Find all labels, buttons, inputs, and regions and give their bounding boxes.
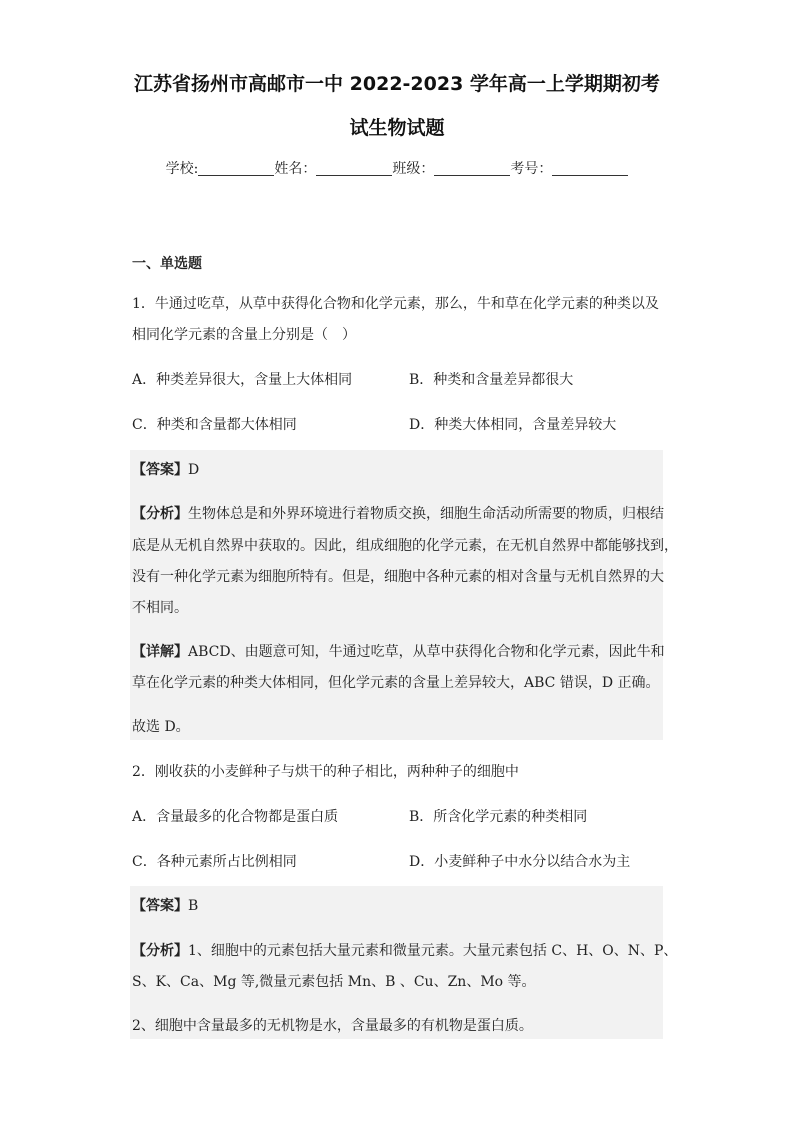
q1-detail-line2: 草在化学元素的种类大体相同，但化学元素的含量上差异较大，ABC 错误，D 正确。 bbox=[132, 675, 660, 691]
number-label: 考号： bbox=[510, 161, 553, 177]
q1-option-b: B．种类和含量差异都很大 bbox=[409, 372, 574, 388]
q1-stem-line1: 1．牛通过吃草，从草中获得化合物和化学元素，那么，牛和草在化学元素的种类以及 bbox=[132, 296, 659, 312]
q1-option-c: C．种类和含量都大体相同 bbox=[132, 417, 297, 433]
document-title-line1: 江苏省扬州市高邮市一中 2022-2023 学年高一上学期期初考 bbox=[134, 73, 660, 95]
answer-tag: 【答案】 bbox=[132, 462, 188, 478]
q2-option-b: B．所含化学元素的种类相同 bbox=[409, 809, 588, 825]
q1-stem-line2: 相同化学元素的含量上分别是（ ） bbox=[132, 327, 356, 343]
q2-analysis-line2: S、K、Ca、Mg 等,微量元素包括 Mn、B 、Cu、Zn、Mo 等。 bbox=[132, 974, 536, 990]
name-blank[interactable] bbox=[316, 159, 392, 176]
document-title-line2: 试生物试题 bbox=[349, 117, 445, 139]
detail-tag: 【详解】 bbox=[132, 644, 188, 660]
name-label: 姓名： bbox=[274, 161, 317, 177]
q1-conclusion: 故选 D。 bbox=[132, 719, 190, 735]
q2-stem: 2．刚收获的小麦鲜种子与烘干的种子相比，两种种子的细胞中 bbox=[132, 764, 519, 780]
q2-analysis-line1 bbox=[132, 940, 677, 960]
q1-analysis-line3: 没有一种化学元素为细胞所特有。但是，细胞中各种元素的相对含量与无机自然界的大 bbox=[132, 569, 664, 585]
q2-analysis-text1: 1、细胞中的元素包括大量元素和微量元素。大量元素包括 C、H、O、N、P、 bbox=[188, 943, 678, 959]
q1-analysis-line2: 底是从无机自然界中获取的。因此，组成细胞的化学元素，在无机自然界中都能够找到， bbox=[132, 538, 678, 554]
q1-solution-panel bbox=[130, 450, 663, 740]
q1-option-a: A．种类差异很大，含量上大体相同 bbox=[132, 372, 353, 388]
number-blank[interactable] bbox=[552, 159, 628, 176]
q2-answer-value: B bbox=[188, 898, 199, 914]
q2-option-a: A．含量最多的化合物都是蛋白质 bbox=[132, 809, 339, 825]
analysis-tag: 【分析】 bbox=[132, 943, 188, 959]
q2-analysis-line3: 2、细胞中含量最多的无机物是水，含量最多的有机物是蛋白质。 bbox=[132, 1018, 533, 1034]
q1-analysis-line4: 不相同。 bbox=[132, 600, 188, 616]
q1-answer bbox=[132, 459, 199, 479]
q1-answer-value: D bbox=[188, 462, 200, 478]
section-heading: 一、单选题 bbox=[132, 256, 202, 272]
answer-tag: 【答案】 bbox=[132, 898, 188, 914]
analysis-tag: 【分析】 bbox=[132, 506, 188, 522]
school-label: 学校: bbox=[165, 161, 199, 177]
q1-option-d: D．种类大体相同，含量差异较大 bbox=[409, 417, 617, 433]
q1-detail-line1 bbox=[132, 641, 665, 661]
q2-option-c: C．各种元素所占比例相同 bbox=[132, 854, 297, 870]
student-info-line bbox=[0, 158, 794, 178]
school-blank[interactable] bbox=[198, 159, 274, 176]
q2-option-d: D．小麦鲜种子中水分以结合水为主 bbox=[409, 854, 631, 870]
q1-detail-text1: ABCD、由题意可知，牛通过吃草，从草中获得化合物和化学元素，因此牛和 bbox=[188, 644, 665, 660]
class-blank[interactable] bbox=[434, 159, 510, 176]
q1-analysis-text1: 生物体总是和外界环境进行着物质交换，细胞生命活动所需要的物质，归根结 bbox=[188, 506, 664, 522]
q1-analysis-line1 bbox=[132, 503, 664, 523]
q2-answer bbox=[132, 895, 198, 915]
class-label: 班级： bbox=[392, 161, 435, 177]
